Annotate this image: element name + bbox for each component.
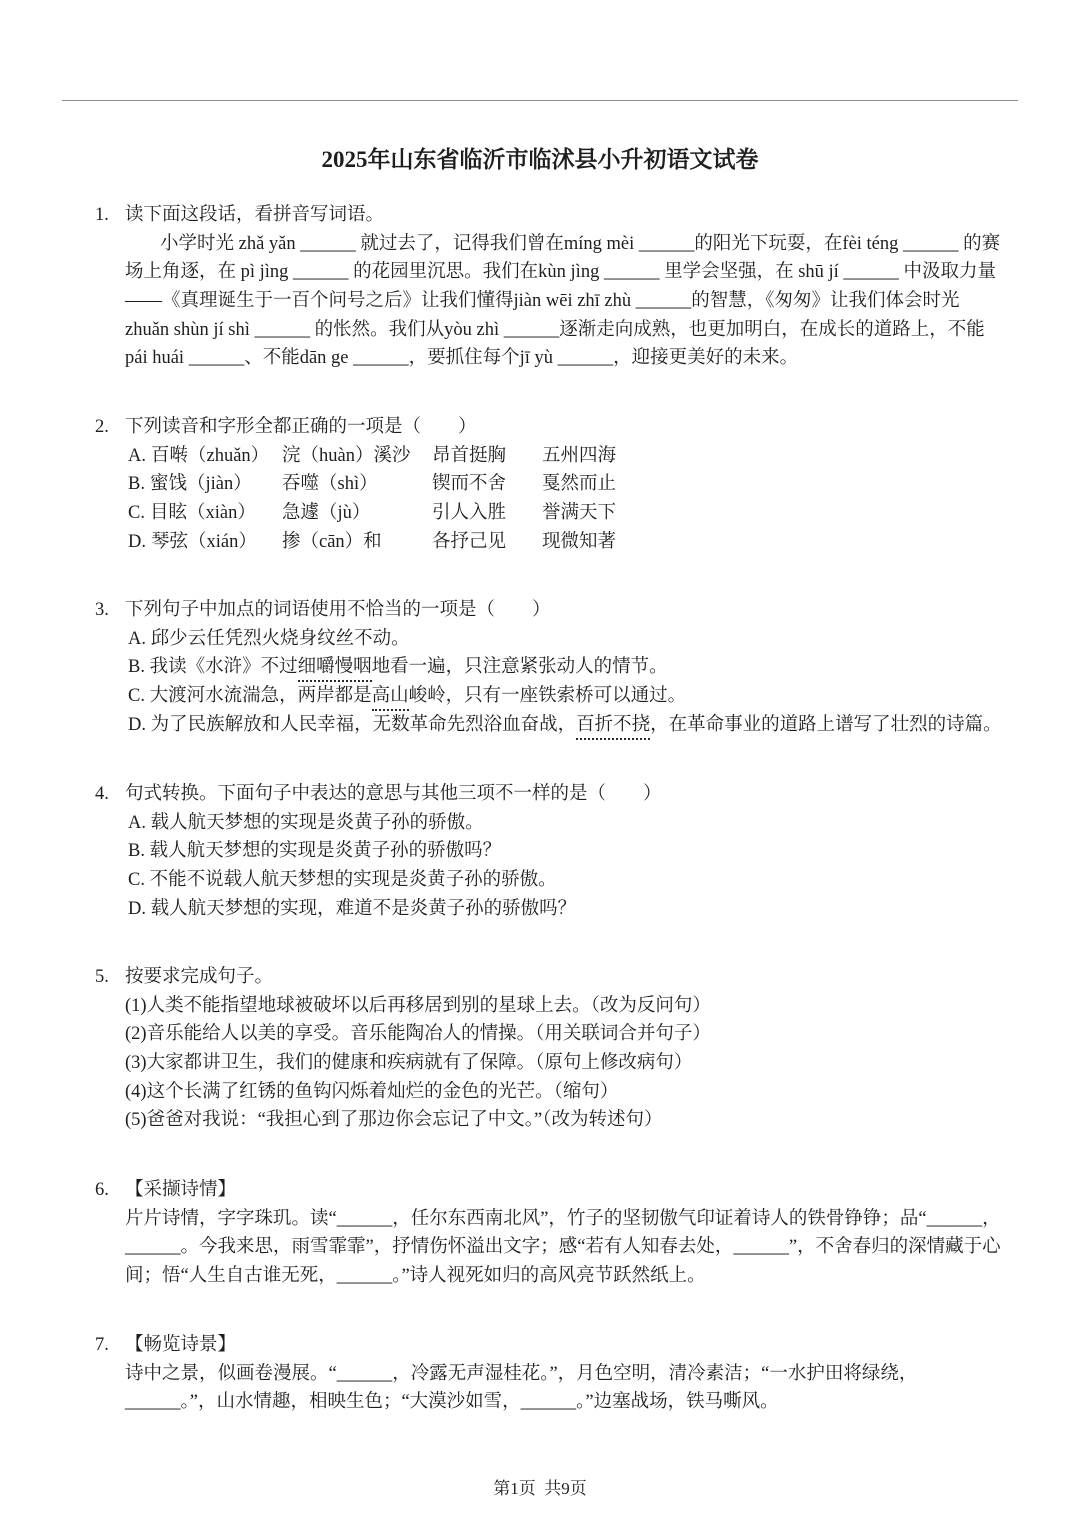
passage-line: 小学时光 zhǎ yǎn ______ 就过去了，记得我们曾在míng mèi ______的阳光下玩耍，在fèi téng ______ 的赛	[160, 233, 1001, 254]
page-footer: 第1页 共9页	[493, 1479, 587, 1498]
passage-line: ——《真理诞生于一百个问号之后》让我们懂得jiàn wēi zhī zhù ______的智慧，《匆匆》让我们体会时光	[125, 291, 960, 312]
question-stem: 读下面这段话，看拼音写词语。	[125, 205, 385, 225]
sub-question: (5)爸爸对我说：“我担心到了那边你会忘记了中文。”（改为转述句）	[125, 1110, 663, 1131]
option-word: 目眩（xiàn）	[149, 503, 256, 524]
question-stem: 下列读音和字形全都正确的一项是（ ）	[125, 417, 477, 437]
passage-line: zhuǎn shùn jí shì ______ 的怅然。我们从yòu zhì ______逐渐走向成熟，也更加明白，在成长的道路上，不能	[125, 319, 985, 340]
dotted-word: 细嚼慢咽	[298, 657, 372, 682]
option-d: D. 载人航天梦想的实现，难道不是炎黄子孙的骄傲吗？	[128, 898, 577, 919]
option-b: B. 载人航天梦想的实现是炎黄子孙的骄傲吗？	[128, 841, 502, 862]
option-word: 各抒己见	[432, 531, 507, 552]
option-text: 地看一遍，只注意紧张动人的情节。	[371, 657, 668, 678]
option-text: C. 大渡河水流湍急，两岸都是	[128, 686, 372, 707]
sub-question: (4)这个长满了红锈的鱼钩闪烁着灿烂的金色的光芒。（缩句）	[125, 1081, 619, 1102]
option-c: C. 不能不说载人航天梦想的实现是炎黄子孙的骄傲。	[128, 870, 557, 891]
passage-line: 间；悟“人生自古谁无死，______。”诗人视死如归的高风亮节跃然纸上。	[125, 1266, 706, 1287]
option-label: C.	[128, 503, 145, 524]
option-first-cell	[128, 442, 282, 471]
option-word: 浣（huàn）溪沙	[282, 445, 411, 466]
question-body	[125, 413, 1055, 556]
option-a: A. 邱少云任凭烈火烧身纹丝不动。	[128, 628, 410, 649]
option-word: 百啭（zhuǎn）	[151, 445, 270, 466]
option-d	[125, 528, 1055, 557]
option-c	[125, 499, 1055, 528]
option-d	[125, 711, 1055, 740]
option-a: A. 载人航天梦想的实现是炎黄子孙的骄傲。	[128, 812, 484, 833]
question-number: 4.	[95, 784, 109, 804]
option-text: D. 为了民族解放和人民幸福，无数革命先烈浴血奋战，	[128, 714, 577, 735]
exam-title: 2025年山东省临沂市临沭县小升初语文试卷	[321, 147, 759, 172]
option-first-cell	[128, 470, 282, 499]
option-word: 戛然而止	[542, 474, 617, 495]
question-stem: 【畅览诗景】	[125, 1335, 237, 1355]
option-word: 锲而不舍	[432, 474, 507, 495]
option-first-cell	[128, 499, 282, 528]
option-label: A.	[128, 445, 146, 466]
question-number: 2.	[95, 417, 109, 437]
option-first-cell	[128, 528, 282, 557]
option-word: 掺（cān）和	[282, 531, 382, 552]
sub-question: (3)大家都讲卫生，我们的健康和疾病就有了保障。（原句上修改病句）	[125, 1053, 693, 1074]
option-b	[125, 653, 1055, 682]
option-c	[125, 682, 1055, 711]
passage-line: pái huái ______、不能dān ge ______，要抓住每个jī yù ______，迎接更美好的未来。	[125, 348, 799, 369]
option-word: 急遽（jù）	[282, 503, 371, 524]
question-body	[125, 1176, 1055, 1291]
passage-line: 片片诗情，字字珠玑。读“______，任尔东西南北风”，竹子的坚韧傲气印证着诗人的铁骨铮铮；品“______，	[125, 1208, 1001, 1229]
question-stem: 按要求完成句子。	[125, 967, 274, 987]
question-stem: 句式转换。下面句子中表达的意思与其他三项不一样的是（ ）	[125, 784, 662, 804]
option-word: 五州四海	[542, 445, 617, 466]
question-body	[125, 201, 1055, 373]
option-label: B.	[128, 474, 145, 495]
option-text: 峻岭，只有一座铁索桥可以通过。	[408, 686, 687, 707]
question-number: 3.	[95, 600, 109, 620]
option-text: B. 我读《水浒》不过	[128, 657, 298, 678]
question-number: 7.	[95, 1335, 109, 1355]
option-label: D.	[128, 531, 146, 552]
option-word: 昂首挺胸	[432, 445, 507, 466]
passage-line: 场上角逐，在 pì jìng ______ 的花园里沉思。我们在kùn jìng ______ 里学会坚强，在 shū jí ______ 中汲取力量	[125, 262, 997, 283]
header-rule	[62, 100, 1018, 101]
question-number: 6.	[95, 1180, 109, 1200]
passage-line: ______。”，山水情趣，相映生色；“大漠沙如雪，______。”边塞战场，铁马嘶风。	[125, 1392, 779, 1413]
option-word: 吞噬（shì）	[282, 474, 378, 495]
question-number: 1.	[95, 205, 109, 225]
option-word: 蜜饯（jiàn）	[149, 474, 252, 495]
question-number: 5.	[95, 967, 109, 987]
question-stem: 下列句子中加点的词语使用不恰当的一项是（ ）	[125, 600, 551, 620]
question-stem: 【采撷诗情】	[125, 1180, 237, 1200]
option-word: 琴弦（xián）	[151, 531, 257, 552]
option-word: 誉满天下	[542, 503, 617, 524]
sub-question: (2)音乐能给人以美的享受。音乐能陶冶人的情操。（用关联词合并句子）	[125, 1024, 711, 1045]
question-body	[125, 780, 1055, 923]
passage-line: 诗中之景，似画卷漫展。“______，冷露无声湿桂花。”，月色空明，清冷素洁；“一水护田将绿绕，	[125, 1363, 918, 1384]
question-body	[125, 596, 1055, 739]
passage-line: ______。今我来思，雨雪霏霏”，抒情伤怀溢出文字；感“若有人知春去处，______”，不舍春归的深情藏于心	[125, 1237, 1001, 1258]
dotted-word: 高山	[372, 686, 409, 711]
option-text: ，在革命事业的道路上谱写了壮烈的诗篇。	[650, 714, 1002, 735]
option-word: 现微知著	[542, 531, 617, 552]
option-a	[125, 442, 1055, 471]
option-b	[125, 470, 1055, 499]
question-body	[125, 1331, 1055, 1417]
sub-question: (1)人类不能指望地球被破坏以后再移居到别的星球上去。（改为反问句）	[125, 995, 711, 1016]
option-word: 引人入胜	[432, 503, 507, 524]
question-body	[125, 963, 1055, 1135]
dotted-word: 百折不挠	[576, 715, 650, 740]
